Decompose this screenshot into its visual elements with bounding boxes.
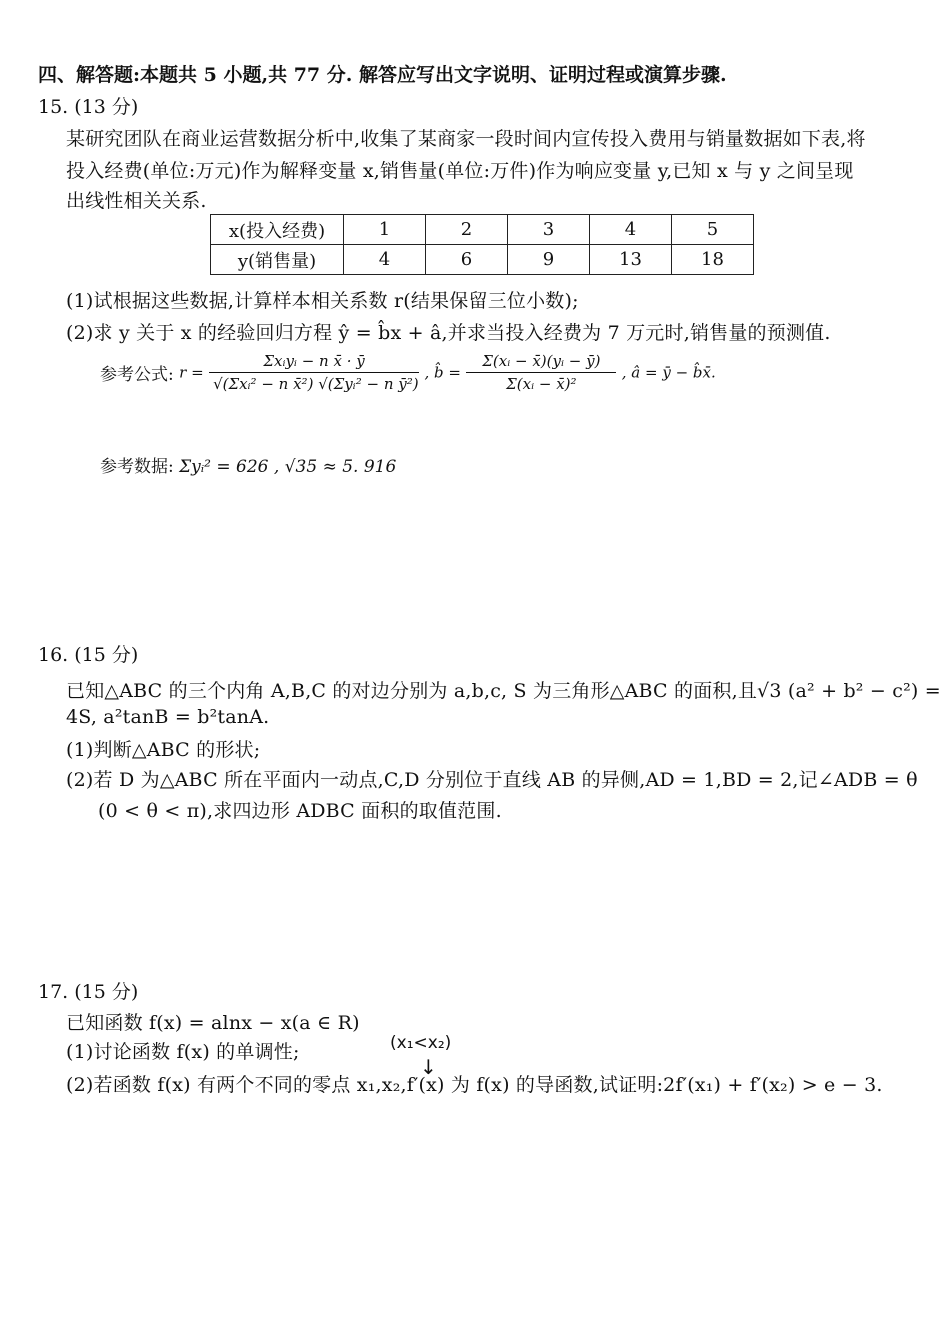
question-16-part-1: (1)判断△ABC 的形状; — [66, 739, 261, 761]
question-16-line-1: 已知△ABC 的三个内角 A,B,C 的对边分别为 a,b,c, S 为三角形△ABC 的面积,且√3 (a² + b² − c²) = — [66, 680, 941, 702]
question-17-part-2: (2)若函数 f(x) 有两个不同的零点 x₁,x₂,f′(x) 为 f(x) 的导函数,试证明:2f′(x₁) + f′(x₂) > e − 3. — [66, 1074, 883, 1096]
table-cell-y: 9 — [508, 245, 590, 275]
table-row-x — [211, 215, 754, 245]
formula-b-fraction — [466, 352, 616, 393]
question-15-line-3: 出线性相关关系. — [66, 190, 207, 212]
table-cell-x: 2 — [426, 215, 508, 245]
formula-r-lhs: r = — [179, 363, 204, 382]
table-header-y: y(销售量) — [211, 245, 344, 275]
data-table — [210, 214, 754, 275]
handwritten-arrow-icon: ↓ — [420, 1055, 437, 1079]
table-cell-y: 13 — [590, 245, 672, 275]
question-16-part-2: (2)若 D 为△ABC 所在平面内一动点,C,D 分别位于直线 AB 的异侧,AD = 1,BD = 2,记∠ADB = θ — [66, 769, 918, 791]
table-cell-y: 18 — [672, 245, 754, 275]
reference-data-label: 参考数据: — [100, 457, 174, 477]
question-15-line-2: 投入经费(单位:万元)作为解释变量 x,销售量(单位:万件)作为响应变量 y,已知 x 与 y 之间呈现 — [66, 160, 854, 182]
question-16-part-2-cont: (0 < θ < π),求四边形 ADBC 面积的取值范围. — [98, 800, 502, 822]
reference-data-values: Σyᵢ² = 626 , √35 ≈ 5. 916 — [179, 457, 397, 477]
formula-r-denominator: √(Σxᵢ² − n x̄²) √(Σyᵢ² − n ȳ²) — [213, 375, 419, 393]
reference-data — [100, 452, 396, 477]
formula-label: 参考公式: — [100, 365, 174, 385]
table-header-x: x(投入经费) — [211, 215, 344, 245]
question-15-part-2: (2)求 y 关于 x 的经验回归方程 ŷ = b̂x + â,并求当投入经费为 7 万元时,销售量的预测值. — [66, 322, 831, 344]
table-cell-x: 4 — [590, 215, 672, 245]
table-cell-x: 5 — [672, 215, 754, 245]
question-16-line-2: 4S, a²tanB = b²tanA. — [66, 706, 270, 728]
formula-r-fraction — [209, 352, 419, 393]
question-15-number: 15. (13 分) — [38, 96, 139, 118]
table-cell-y: 6 — [426, 245, 508, 275]
formula-r-numerator: Σxᵢyᵢ − n x̄ · ȳ — [209, 352, 419, 373]
question-17-number: 17. (15 分) — [38, 981, 139, 1003]
question-15-line-1: 某研究团队在商业运营数据分析中,收集了某商家一段时间内宣传投入费用与销量数据如下表,将 — [66, 128, 866, 150]
section-heading: 四、解答题:本题共 5 小题,共 77 分. 解答应写出文字说明、证明过程或演算步骤. — [38, 64, 727, 86]
formula-b-numerator: Σ(xᵢ − x̄)(yᵢ − ȳ) — [466, 352, 616, 373]
table-cell-x: 1 — [344, 215, 426, 245]
formula-b-lhs: , b̂ = — [424, 363, 461, 382]
table-cell-x: 3 — [508, 215, 590, 245]
question-15-part-1: (1)试根据这些数据,计算样本相关系数 r(结果保留三位小数); — [66, 290, 579, 312]
formula-a: , â = ȳ − b̂x̄. — [621, 363, 716, 382]
question-17-line-1: 已知函数 f(x) = alnx − x(a ∈ R) — [66, 1012, 360, 1034]
table-row-y — [211, 245, 754, 275]
table-cell-y: 4 — [344, 245, 426, 275]
handwritten-note: (x₁<x₂) — [390, 1033, 452, 1053]
formula-block — [100, 352, 716, 393]
formula-b-denominator: Σ(xᵢ − x̄)² — [506, 375, 577, 393]
question-16-number: 16. (15 分) — [38, 644, 139, 666]
question-17-part-1: (1)讨论函数 f(x) 的单调性; — [66, 1041, 300, 1063]
